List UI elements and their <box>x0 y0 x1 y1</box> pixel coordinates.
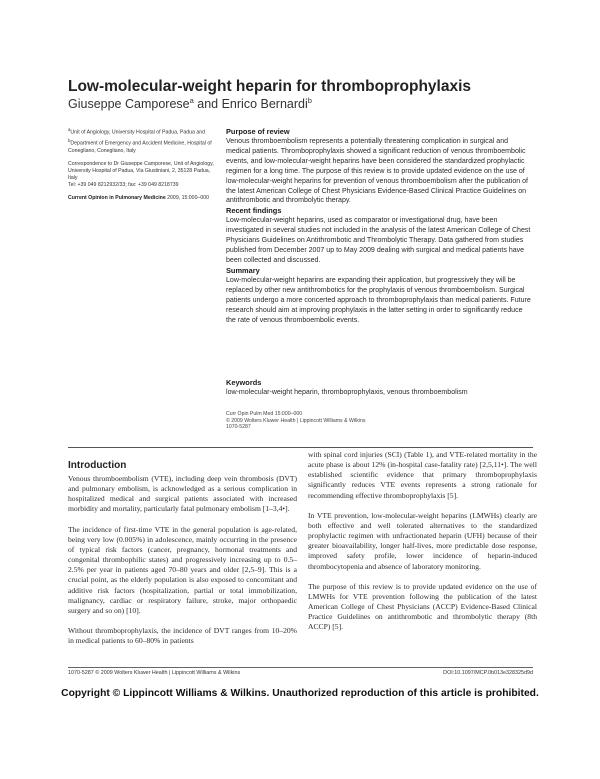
body-column-right <box>308 450 537 643</box>
abstract <box>226 127 532 325</box>
author-name: Enrico Bernardi <box>221 97 308 112</box>
affiliation-mark: a <box>189 96 194 105</box>
affiliation-text: Unit of Angiology, University Hospital of Padua, Padua and <box>70 129 205 136</box>
journal-citation <box>68 195 218 202</box>
summary-text: Low-molecular-weight heparins are expanding their application, but progressively they will be replaced by other new antithrombotics for the prophylaxis of venous thromboembolism. Surgical patients undergo a more concerted approach to thromboprophylaxis than medical patients. Future research should aim at improving prophylaxis in the latter setting in order to significantly reduce the rate of venous thromboembolic events. <box>226 276 531 324</box>
affiliations <box>68 126 218 155</box>
keywords-heading: Keywords <box>226 378 262 387</box>
pubinfo-copyright: © 2009 Wolters Kluwer Health | Lippincott Williams & Wilkins <box>226 417 366 424</box>
affiliation-text: Department of Emergency and Accident Medicine, Hospital of Conegliano, Conegliano, Italy <box>68 140 212 154</box>
affiliation-column <box>68 126 218 208</box>
journal-name: Current Opinion in Pulmonary Medicine <box>68 195 166 202</box>
publication-info <box>226 411 532 431</box>
affiliation-mark: a <box>68 127 71 132</box>
findings-heading: Recent findings <box>226 206 282 216</box>
keywords-section <box>226 378 532 398</box>
correspondence-address: Correspondence to Dr Giuseppe Camporese, Unit of Angiology, University Hospital of Padua, Via Giustiniani, 2, 35128 Padua, Italy <box>68 160 214 181</box>
body-paragraph: In VTE prevention, low-molecular-weight heparins (LMWHs) clearly are both effective and well tolerated alternatives to the standardized prophylactic regimen with unfractionated heparin (UFH) because of their greater bioavailability, longer half-lives, more predictable dose response, improved safety profile, lower incidence of heparin-induced thrombocytopenia and absence of laboratory monitoring. <box>308 510 537 571</box>
summary-heading: Summary <box>226 265 260 275</box>
section-divider <box>68 447 533 448</box>
footer-doi: DOI:10.1097/MCP.0b013e328325d9d <box>443 670 533 676</box>
copyright-notice: Copyright © Lippincott Williams & Wilkins. Unauthorized reproduction of this article is prohibited. <box>61 688 539 699</box>
findings-text: Low-molecular-weight heparins, used as comparator or investigational drug, have been investigated in several studies not included in the analysis of the latest American College of Chest Physicians Guidelines on Antithrombotic and Thrombolytic Therapy. Data gathered from studies published from December 2007 up to May 2009 dealing with surgical and medical patients have been collected and discussed. <box>226 217 531 264</box>
body-paragraph: with spinal cord injuries (SCI) (Table 1), and VTE-related mortality in the acute phase is about 12% (in-hospital case-fatality rate) [2,5,11•]. The well established scientific evidence that primary thromboprophylaxis significantly reduces VTE events represents a strong rationale for recommending effective thromboprophylaxis [5]. <box>308 450 537 500</box>
introduction-heading: Introduction <box>68 460 127 471</box>
purpose-text: Venous thromboembolism represents a potentially threatening complication in surgical and medical patients. Thromboprophylaxis showed a significant reduction of venous thromboembolic events, and low-molecular-weight heparins have been considered the standardized prophylactic regimen for a long time. The purpose of this review is to provide updated evidence on the use of low-molecular-weight heparins for prevention of venous thromboembolism after the publication of the latest American College of Chest Physicians Evidence-Based Clinical Practice Guidelines on antithrombotic and thrombolytic therapy. <box>226 138 528 205</box>
affiliation-mark: b <box>307 96 312 105</box>
body-paragraph: Without thromboprophylaxis, the incidence of DVT ranges from 10–20% in medical patients to 60–80% in patients <box>68 626 297 646</box>
journal-issue: 2009, 15:000–000 <box>165 195 209 202</box>
body-paragraph: The purpose of this review is to provide updated evidence on the use of LMWHs for VTE prevention following the publication of the latest American College of Chest Physicians (ACCP) Evidence-Based Clinical Practice Guidelines on antithrombotic and thrombolytic therapy (8th ACCP) [5]. <box>308 581 537 632</box>
pubinfo-citation: Curr Opin Pulm Med 15:000–000 <box>226 411 303 417</box>
affiliation-mark: b <box>68 137 71 143</box>
contact-numbers: Tel: +39 049 8212932/33; fax: +39 049 8218739 <box>68 182 179 189</box>
purpose-heading: Purpose of review <box>226 127 290 136</box>
author-separator: and <box>193 97 222 112</box>
author-line <box>68 96 538 111</box>
article-title: Low-molecular-weight heparin for thromboprophylaxis <box>68 78 472 95</box>
author-name: Giuseppe Camporese <box>68 97 190 112</box>
footer-divider <box>68 667 533 668</box>
correspondence <box>68 161 218 189</box>
body-paragraph: Venous thromboembolism (VTE), including deep vein thrombosis (DVT) and pulmonary embolism, is acknowledged as a serious complication in hospitalized medical and surgical patients associated with increased morbidity and mortality, particularly fatal pulmonary embolism [1–3,4•]. <box>68 474 297 514</box>
pubinfo-issn: 1070-5287 <box>226 424 251 431</box>
keywords-text: low-molecular-weight heparin, thromboprophylaxis, venous thromboembolism <box>226 389 468 396</box>
body-column-left <box>68 474 297 656</box>
body-paragraph: The incidence of first-time VTE in the general population is age-related, being very low (0.005%) in adolescence, mainly occurring in the presence of typical risk factors (cancer, pregnancy, hormonal treatments and congenital thrombophilic states) and progressively increasing up to 0.5–2.5% per year in patients aged 70–80 years and older [2,5–9]. This is a crucial point, as the elderly population is also exposed to concomitant and additive risk factors (hospitalization, partial or total immobilization, malignancy, cardiac or respiratory failure, stroke, major orthopaedic surgery and so on) [10]. <box>68 524 297 615</box>
footer-publisher: 1070-5287 © 2009 Wolters Kluwer Health | Lippincott Williams & Wilkins <box>68 670 241 676</box>
